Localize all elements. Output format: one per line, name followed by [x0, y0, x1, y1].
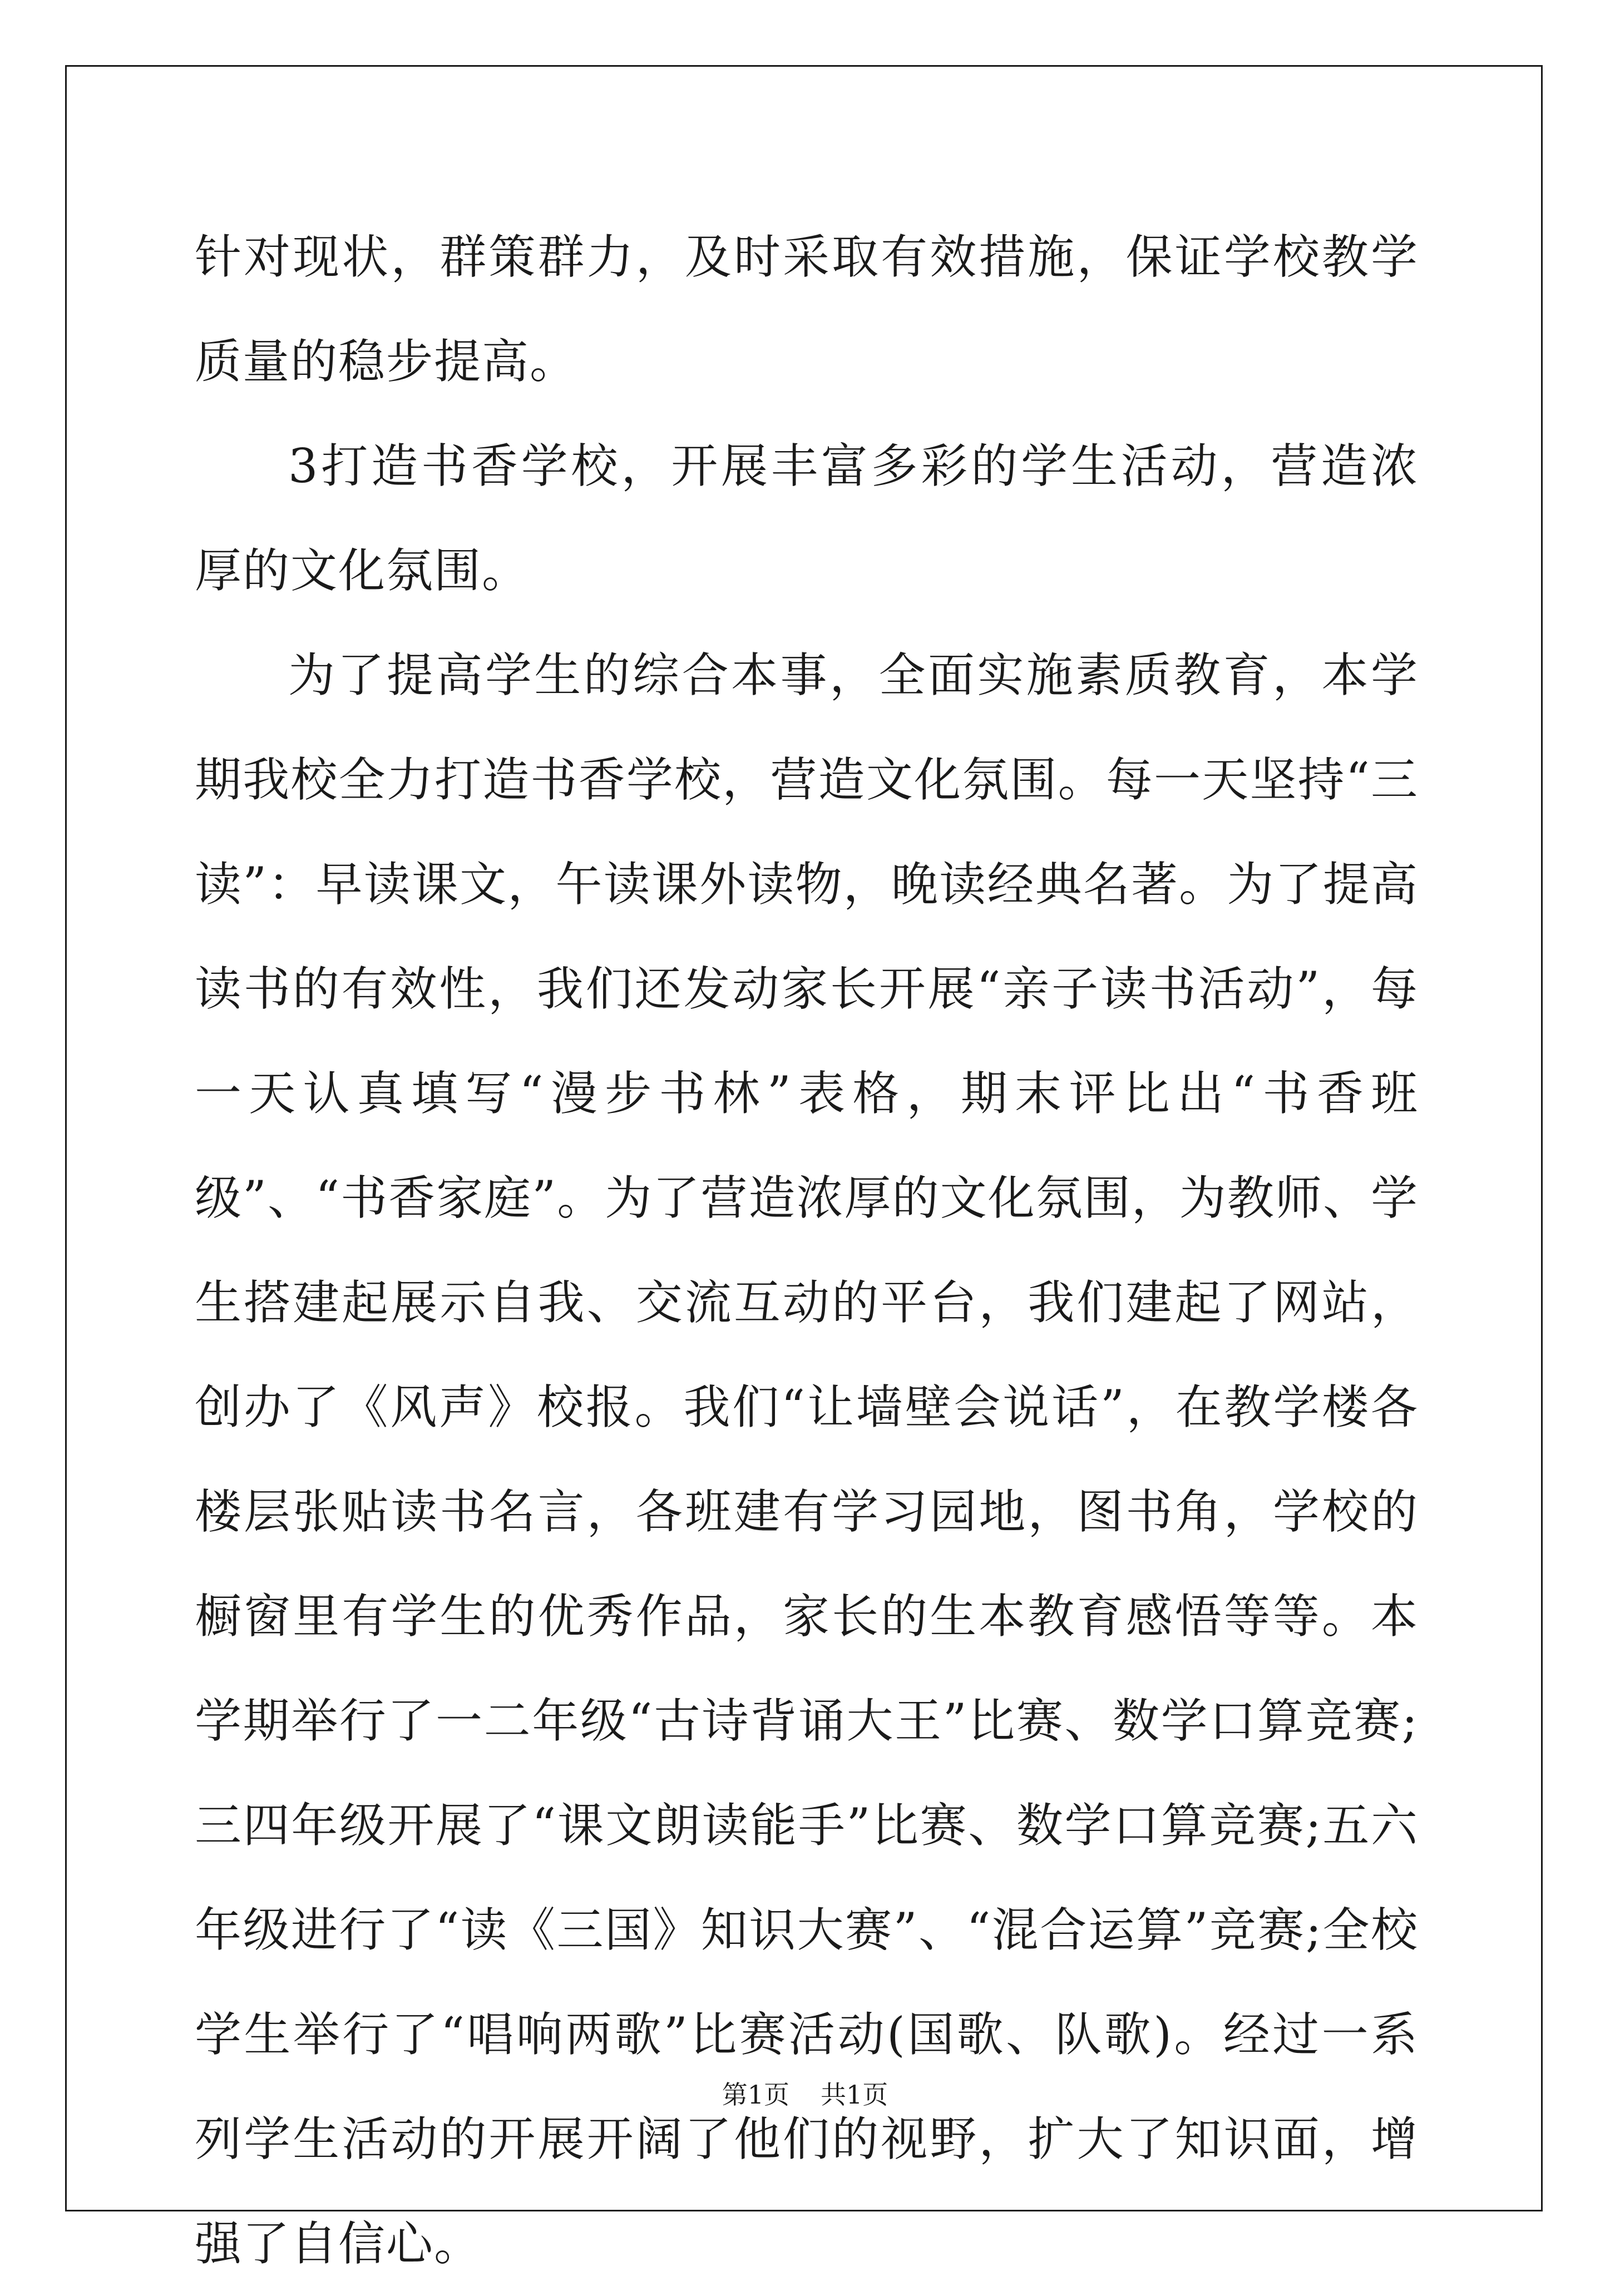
document-body: [195, 205, 1419, 2296]
page-number: 第1页: [722, 2080, 789, 2110]
paragraph-3: 为了提高学生的综合本事，全面实施素质教育，本学期我校全力打造书香学校，营造文化氛围。每一天坚持“三读”：早读课文，午读课外读物，晚读经典名著。为了提高读书的有效性，我们还发动家长开展“亲子读书活动”，每一天认真填写“漫步书林”表格，期末评比出“书香班级”、“书香家庭”。为了营造浓厚的文化氛围，为教师、学生搭建起展示自我、交流互动的平台，我们建起了网站，创办了《风声》校报。我们“让墙壁会说话”，在教学楼各楼层张贴读书名言，各班建有学习园地，图书角，学校的橱窗里有学生的优秀作品，家长的生本教育感悟等等。本学期举行了一二年级“古诗背诵大王”比赛、数学口算竞赛;三四年级开展了“课文朗读能手”比赛、数学口算竞赛;五六年级进行了“读《三国》知识大赛”、“混合运算”竞赛;全校学生举行了“唱响两歌”比赛活动(国歌、队歌)。经过一系列学生活动的开展开阔了他们的视野，扩大了知识面，增强了自信心。: [195, 648, 1419, 2271]
paragraph-2: 3打造书香学校，开展丰富多彩的学生活动，营造浓厚的文化氛围。: [195, 439, 1419, 598]
page-footer: [0, 2075, 1610, 2111]
page-total: 共1页: [821, 2080, 888, 2110]
paragraph-1: 针对现状，群策群力，及时采取有效措施，保证学校教学质量的稳步提高。: [195, 230, 1419, 389]
